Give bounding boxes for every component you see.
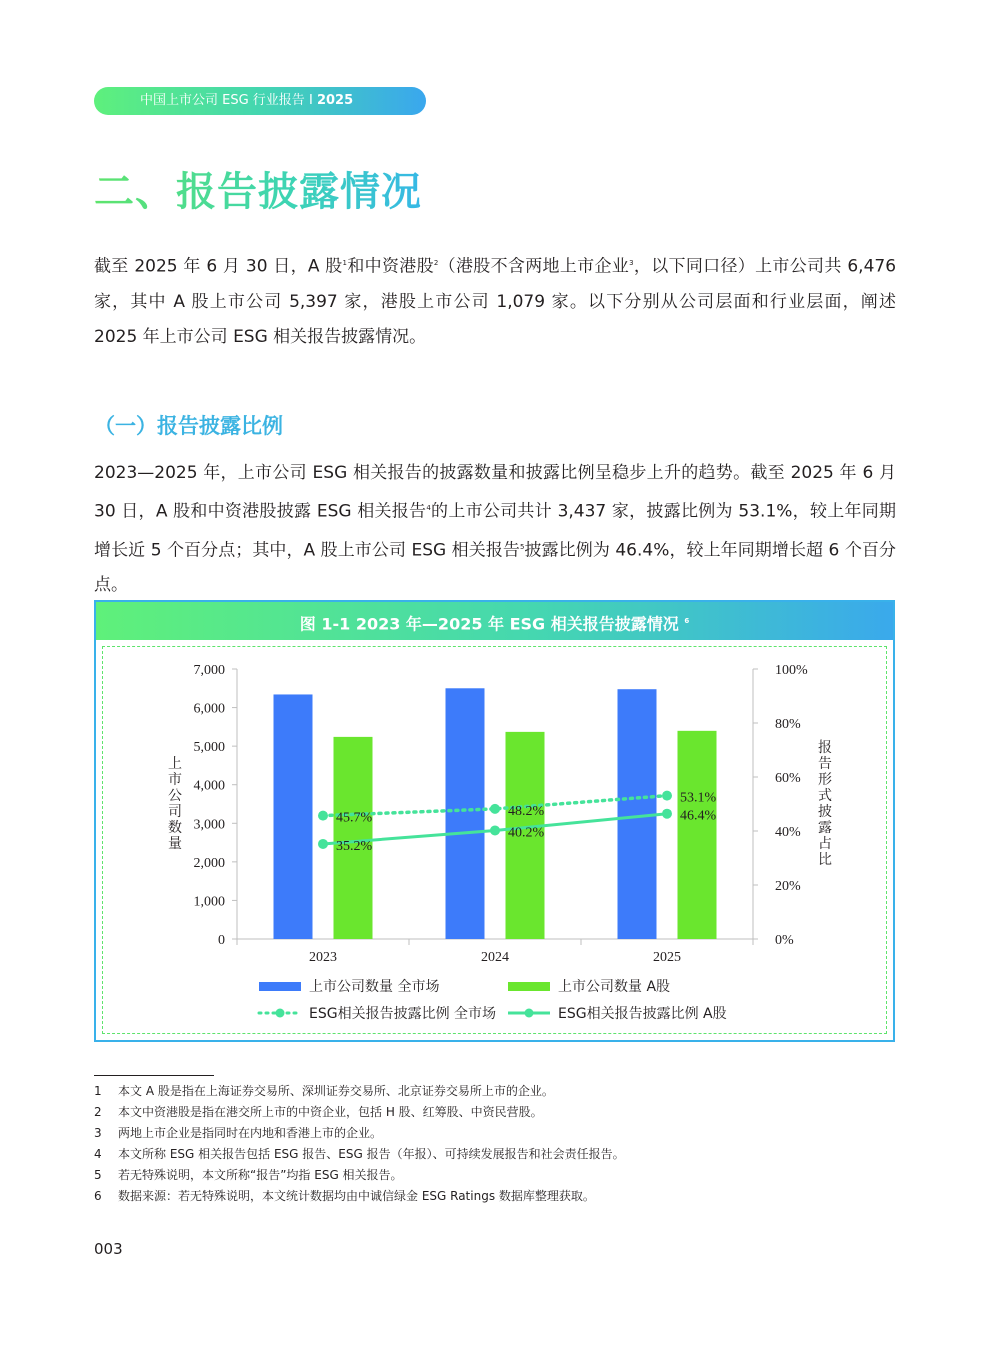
intro-text-1: 截至 2025 年 6 月 30 日，A 股 [94,256,343,277]
x-tick-label: 2024 [481,950,509,965]
footnote-ref-2[interactable]: 2 [433,259,439,267]
x-tick-label: 2025 [653,950,681,965]
footnote-item [94,1081,625,1102]
legend-label: ESG相关报告披露比例 全市场 [309,1006,497,1022]
footnote-item [94,1186,625,1207]
footnote-ref-4[interactable]: 4 [426,504,431,512]
data-label: 45.7% [336,810,373,826]
legend-label: 上市公司数量 全市场 [309,979,440,995]
body-text-1: 2023—2025 年，上市公司 ESG 相关报告的披露数量和披露比例呈稳步上升的趋势。截至 2025 年 6 月 30 日，A 股和中资港股披露 ESG 相关报告 [94,463,896,522]
y-right-tick-label: 0% [775,933,794,948]
body-text-2: 的上市公司共计 3,437 家，披露比例为 53.1%，较上年同期增长近 5 个百分点；其中，A 股上市公司 ESG 相关报告 [94,501,896,561]
body-text-3: 披露比例为 46.4%，较上年同期增长超 6 个百分点。 [94,540,896,596]
footnote-number: 3 [94,1126,102,1140]
footnote-item [94,1144,625,1165]
line-point [490,825,500,835]
x-tick-label: 2023 [309,950,337,965]
footnote-rule [94,1075,214,1076]
footnote-ref-5[interactable]: 5 [519,542,525,551]
y-tick-label: 3,000 [193,817,225,833]
intro-text-2: 和中资港股 [347,256,434,277]
report-header-separator: I [308,93,313,108]
y-tick-label: 0 [218,933,225,948]
bar-all-market [446,688,485,939]
footnote-text: 若无特殊说明，本文所称“报告”均指 ESG 相关报告。 [118,1168,403,1182]
footnote-item [94,1123,625,1144]
bar-a-share [678,731,717,939]
y-tick-label: 5,000 [193,740,225,756]
footnote-ref-1[interactable]: 1 [342,259,348,267]
line-point [318,811,328,821]
chart-frame [102,646,887,1034]
data-label: 46.4% [680,808,717,824]
y-tick-label: 2,000 [193,855,225,871]
figure-title: 图 1-1 2023 年—2025 年 ESG 相关报告披露情况 [299,614,679,634]
line-point [662,809,672,819]
y-right-tick-label: 80% [775,717,801,732]
report-header-pill [94,87,426,115]
y-right-tick-label: 60% [775,771,801,786]
data-label: 35.2% [336,838,373,854]
body-paragraph [94,456,896,603]
legend-swatch [508,982,550,991]
footnote-list [94,1081,625,1207]
data-label: 40.2% [508,825,545,841]
footnote-text: 本文中资港股是指在港交所上市的中资企业，包括 H 股、红筹股、中资民营股。 [118,1105,543,1119]
y-right-tick-label: 40% [775,825,801,840]
legend-label: 上市公司数量 A股 [558,979,671,995]
y-tick-label: 7,000 [193,663,225,678]
intro-text-3: （港股不含两地上市企业 [438,256,630,277]
footnote-number: 2 [94,1105,102,1119]
footnote-ref-6[interactable]: 6 [684,617,690,625]
footnote-text: 本文 A 股是指在上海证券交易所、深圳证券交易所、北京证券交易所上市的企业。 [118,1084,554,1098]
legend-marker [276,1009,285,1018]
y-axis-title: 上市公司数量 [168,756,182,852]
page-number: 003 [94,1240,123,1258]
legend-swatch [259,982,301,991]
bar-a-share [334,737,373,939]
line-point [318,839,328,849]
legend-marker [525,1009,534,1018]
data-label: 48.2% [508,803,545,819]
y-right-tick-label: 100% [775,663,808,678]
footnote-item [94,1165,625,1186]
footnote-number: 5 [94,1168,102,1182]
report-header-title: 中国上市公司 ESG 行业报告 [140,93,305,108]
intro-paragraph [94,246,896,355]
footnote-number: 4 [94,1147,102,1161]
report-header-year: 2025 [316,93,354,108]
legend-label: ESG相关报告披露比例 A股 [558,1006,727,1022]
bar-all-market [274,694,313,939]
intro-text-4: ，以下同口径）上市公司共 6,476 家，其中 A 股上市公司 5,397 家，港股上市公司 1,079 家。以下分别从公司层面和行业层面，阐述 2025 年上市公司 ESG 相关报告披露情况。 [94,256,897,347]
figure-title-bar [96,602,893,640]
y-right-axis-title: 报告形式披露占比 [818,740,832,868]
footnote-text: 两地上市企业是指同时在内地和香港上市的企业。 [118,1126,383,1140]
y-tick-label: 1,000 [193,894,225,910]
data-label: 53.1% [680,790,717,806]
footnote-number: 6 [94,1189,102,1203]
footnote-ref-3[interactable]: 3 [629,259,634,267]
footnote-item [94,1102,625,1123]
y-right-tick-label: 20% [775,879,801,894]
bar-line-chart [103,647,886,1033]
line-point [490,804,500,814]
y-tick-label: 6,000 [193,701,225,717]
footnote-number: 1 [94,1084,102,1098]
y-tick-label: 4,000 [193,778,225,794]
subsection-title: （一）报告披露比例 [94,414,283,438]
footnote-text: 本文所称 ESG 相关报告包括 ESG 报告、ESG 报告（年报）、可持续发展报告和社会责任报告。 [118,1147,625,1161]
line-point [662,791,672,801]
footnote-text: 数据来源：若无特殊说明，本文统计数据均由中诚信绿金 ESG Ratings 数据库整理获取。 [118,1189,595,1203]
figure-1-1 [94,600,895,1042]
section-title: 二、报告披露情况 [94,160,422,217]
